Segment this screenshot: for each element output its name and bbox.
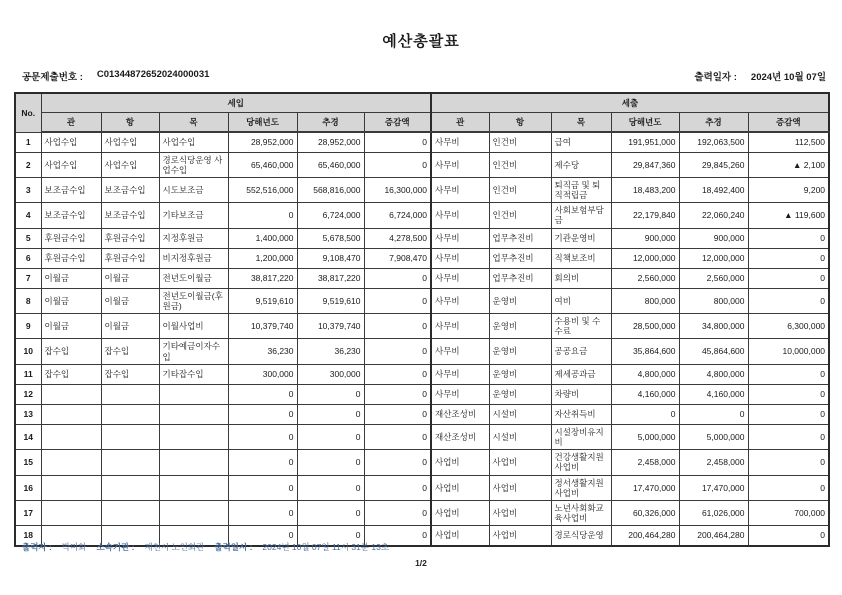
expense-current-cell: 0 bbox=[611, 404, 679, 424]
expense-mok-cell: 노년사회화교육사업비 bbox=[551, 500, 611, 525]
revenue-supplement-cell: 36,230 bbox=[297, 339, 364, 364]
row-number-cell: 1 bbox=[15, 132, 41, 152]
revenue-current-cell: 38,817,220 bbox=[228, 268, 297, 288]
org-label: 소속기관 : bbox=[96, 542, 135, 552]
expense-gwan-cell: 사업비 bbox=[431, 526, 489, 546]
expense-current-year-header: 당해년도 bbox=[611, 113, 679, 133]
expense-gwan-cell: 사무비 bbox=[431, 288, 489, 313]
table-row bbox=[15, 248, 829, 268]
expense-supplement-cell: 29,845,260 bbox=[679, 152, 748, 177]
revenue-current-cell: 65,460,000 bbox=[228, 152, 297, 177]
row-number-cell: 12 bbox=[15, 384, 41, 404]
revenue-change-cell: 0 bbox=[364, 339, 431, 364]
expense-change-cell: 112,500 bbox=[748, 132, 829, 152]
revenue-supplement-cell: 6,724,000 bbox=[297, 203, 364, 228]
expense-change-cell: 0 bbox=[748, 364, 829, 384]
revenue-current-cell: 0 bbox=[228, 424, 297, 449]
revenue-mok-cell: 전년도이월금(후원금) bbox=[159, 288, 228, 313]
expense-change-cell: 0 bbox=[748, 288, 829, 313]
revenue-current-year-header: 당해년도 bbox=[228, 113, 297, 133]
expense-mok-cell: 건강생활지원사업비 bbox=[551, 450, 611, 475]
org-name: 제천시 노인회관 bbox=[144, 542, 205, 552]
expense-change-cell: 9,200 bbox=[748, 177, 829, 202]
expense-hang-cell: 업무추진비 bbox=[489, 228, 551, 248]
revenue-change-cell: 16,300,000 bbox=[364, 177, 431, 202]
revenue-mok-cell: 기타잡수입 bbox=[159, 364, 228, 384]
table-row bbox=[15, 228, 829, 248]
expense-hang-cell: 인건비 bbox=[489, 132, 551, 152]
expense-supplement-cell: 5,000,000 bbox=[679, 424, 748, 449]
expense-current-cell: 12,000,000 bbox=[611, 248, 679, 268]
expense-current-cell: 35,864,600 bbox=[611, 339, 679, 364]
page-title: 예산총괄표 bbox=[382, 33, 460, 50]
table-row bbox=[15, 268, 829, 288]
expense-current-cell: 4,800,000 bbox=[611, 364, 679, 384]
revenue-mok-cell: 사업수입 bbox=[159, 132, 228, 152]
revenue-mok-cell bbox=[159, 404, 228, 424]
revenue-current-cell: 0 bbox=[228, 384, 297, 404]
header-columns-row bbox=[15, 113, 829, 133]
revenue-change-cell: 0 bbox=[364, 424, 431, 449]
revenue-change-cell: 0 bbox=[364, 526, 431, 546]
expense-change-cell: 0 bbox=[748, 228, 829, 248]
expense-supplement-cell: 2,560,000 bbox=[679, 268, 748, 288]
expense-gwan-cell: 사무비 bbox=[431, 268, 489, 288]
revenue-gwan-cell: 이월금 bbox=[41, 288, 101, 313]
revenue-gwan-cell: 이월금 bbox=[41, 314, 101, 339]
revenue-gwan-cell bbox=[41, 450, 101, 475]
expense-change-cell: 0 bbox=[748, 384, 829, 404]
expense-current-cell: 60,326,000 bbox=[611, 500, 679, 525]
table-row bbox=[15, 314, 829, 339]
printer-label: 출력자 : bbox=[22, 542, 52, 552]
revenue-gwan-cell: 이월금 bbox=[41, 268, 101, 288]
revenue-change-cell: 0 bbox=[364, 132, 431, 152]
revenue-current-cell: 10,379,740 bbox=[228, 314, 297, 339]
expense-change-cell: ▲ 2,100 bbox=[748, 152, 829, 177]
expense-hang-cell: 업무추진비 bbox=[489, 268, 551, 288]
revenue-change-cell: 0 bbox=[364, 288, 431, 313]
revenue-current-cell: 36,230 bbox=[228, 339, 297, 364]
expense-gwan-cell: 사무비 bbox=[431, 203, 489, 228]
revenue-mok-cell: 기타예금이자수입 bbox=[159, 339, 228, 364]
revenue-gwan-cell: 보조금수입 bbox=[41, 203, 101, 228]
revenue-mok-cell bbox=[159, 500, 228, 525]
row-number-cell: 3 bbox=[15, 177, 41, 202]
expense-hang-cell: 운영비 bbox=[489, 314, 551, 339]
table-row bbox=[15, 384, 829, 404]
expense-hang-cell: 운영비 bbox=[489, 288, 551, 313]
expense-gwan-cell: 사업비 bbox=[431, 450, 489, 475]
expense-supplement-cell: 45,864,600 bbox=[679, 339, 748, 364]
row-number-cell: 2 bbox=[15, 152, 41, 177]
expense-supplement-cell: 900,000 bbox=[679, 228, 748, 248]
expense-hang-cell: 시설비 bbox=[489, 404, 551, 424]
revenue-hang-cell bbox=[101, 450, 159, 475]
revenue-hang-cell bbox=[101, 384, 159, 404]
revenue-gwan-header: 관 bbox=[41, 113, 101, 133]
revenue-hang-cell: 잡수입 bbox=[101, 339, 159, 364]
revenue-supplement-cell: 300,000 bbox=[297, 364, 364, 384]
expense-mok-cell: 자산취득비 bbox=[551, 404, 611, 424]
revenue-mok-cell: 지정후원금 bbox=[159, 228, 228, 248]
expense-supplement-cell: 4,160,000 bbox=[679, 384, 748, 404]
print-date-pair bbox=[694, 69, 826, 83]
expense-mok-cell: 시설장비유지비 bbox=[551, 424, 611, 449]
revenue-mok-cell: 경로식당운영 사업수입 bbox=[159, 152, 228, 177]
revenue-mok-cell: 시도보조금 bbox=[159, 177, 228, 202]
expense-hang-cell: 사업비 bbox=[489, 475, 551, 500]
expense-gwan-cell: 사무비 bbox=[431, 248, 489, 268]
revenue-hang-cell: 후원금수입 bbox=[101, 248, 159, 268]
revenue-hang-header: 항 bbox=[101, 113, 159, 133]
revenue-gwan-cell: 잡수입 bbox=[41, 364, 101, 384]
expense-mok-cell: 사회보험부담금 bbox=[551, 203, 611, 228]
expense-change-cell: 0 bbox=[748, 268, 829, 288]
expense-current-cell: 4,160,000 bbox=[611, 384, 679, 404]
revenue-hang-cell: 이월금 bbox=[101, 288, 159, 313]
revenue-change-cell: 0 bbox=[364, 475, 431, 500]
revenue-gwan-cell: 후원금수입 bbox=[41, 248, 101, 268]
revenue-gwan-cell: 보조금수입 bbox=[41, 177, 101, 202]
revenue-mok-cell bbox=[159, 450, 228, 475]
row-number-cell: 18 bbox=[15, 526, 41, 546]
expense-supplement-cell: 2,458,000 bbox=[679, 450, 748, 475]
revenue-hang-cell: 보조금수입 bbox=[101, 177, 159, 202]
revenue-hang-cell: 이월금 bbox=[101, 314, 159, 339]
revenue-mok-cell bbox=[159, 424, 228, 449]
expense-gwan-cell: 사무비 bbox=[431, 339, 489, 364]
table-row bbox=[15, 177, 829, 202]
revenue-current-cell: 1,200,000 bbox=[228, 248, 297, 268]
revenue-hang-cell: 보조금수입 bbox=[101, 203, 159, 228]
table-row bbox=[15, 152, 829, 177]
expense-hang-cell: 운영비 bbox=[489, 364, 551, 384]
revenue-mok-cell: 기타보조금 bbox=[159, 203, 228, 228]
expense-hang-header: 항 bbox=[489, 113, 551, 133]
revenue-supplement-cell: 0 bbox=[297, 384, 364, 404]
expense-mok-cell: 직책보조비 bbox=[551, 248, 611, 268]
expense-hang-cell: 사업비 bbox=[489, 526, 551, 546]
revenue-current-cell: 0 bbox=[228, 526, 297, 546]
expense-hang-cell: 사업비 bbox=[489, 450, 551, 475]
expense-mok-cell: 기관운영비 bbox=[551, 228, 611, 248]
revenue-group-header: 세입 bbox=[41, 93, 431, 113]
revenue-hang-cell: 이월금 bbox=[101, 268, 159, 288]
row-number-cell: 6 bbox=[15, 248, 41, 268]
expense-mok-cell: 공공요금 bbox=[551, 339, 611, 364]
expense-current-cell: 900,000 bbox=[611, 228, 679, 248]
revenue-change-cell: 0 bbox=[364, 152, 431, 177]
revenue-current-cell: 28,952,000 bbox=[228, 132, 297, 152]
revenue-gwan-cell bbox=[41, 384, 101, 404]
row-number-cell: 14 bbox=[15, 424, 41, 449]
revenue-gwan-cell bbox=[41, 424, 101, 449]
expense-hang-cell: 운영비 bbox=[489, 384, 551, 404]
expense-hang-cell: 업무추진비 bbox=[489, 248, 551, 268]
expense-gwan-header: 관 bbox=[431, 113, 489, 133]
no-column-header: No. bbox=[15, 93, 41, 132]
revenue-supplement-cell: 28,952,000 bbox=[297, 132, 364, 152]
row-number-cell: 8 bbox=[15, 288, 41, 313]
printed-at-label: 출력일시 : bbox=[214, 542, 253, 552]
expense-gwan-cell: 사무비 bbox=[431, 132, 489, 152]
revenue-change-cell: 4,278,500 bbox=[364, 228, 431, 248]
table-row bbox=[15, 500, 829, 525]
expense-current-cell: 2,560,000 bbox=[611, 268, 679, 288]
revenue-hang-cell: 사업수입 bbox=[101, 132, 159, 152]
expense-supplement-header: 추경 bbox=[679, 113, 748, 133]
expense-supplement-cell: 18,492,400 bbox=[679, 177, 748, 202]
expense-gwan-cell: 재산조성비 bbox=[431, 404, 489, 424]
revenue-current-cell: 300,000 bbox=[228, 364, 297, 384]
revenue-mok-cell: 전년도이월금 bbox=[159, 268, 228, 288]
expense-change-header: 증감액 bbox=[748, 113, 829, 133]
expense-current-cell: 29,847,360 bbox=[611, 152, 679, 177]
expense-supplement-cell: 34,800,000 bbox=[679, 314, 748, 339]
expense-gwan-cell: 사무비 bbox=[431, 228, 489, 248]
revenue-mok-header: 목 bbox=[159, 113, 228, 133]
revenue-hang-cell: 잡수입 bbox=[101, 364, 159, 384]
expense-gwan-cell: 사업비 bbox=[431, 475, 489, 500]
doc-number-pair bbox=[22, 69, 209, 83]
expense-change-cell: 0 bbox=[748, 450, 829, 475]
row-number-cell: 13 bbox=[15, 404, 41, 424]
revenue-change-header: 증감액 bbox=[364, 113, 431, 133]
revenue-change-cell: 0 bbox=[364, 500, 431, 525]
revenue-change-cell: 6,724,000 bbox=[364, 203, 431, 228]
revenue-gwan-cell bbox=[41, 404, 101, 424]
table-row bbox=[15, 404, 829, 424]
revenue-supplement-cell: 0 bbox=[297, 475, 364, 500]
revenue-change-cell: 0 bbox=[364, 268, 431, 288]
revenue-mok-cell: 이월사업비 bbox=[159, 314, 228, 339]
table-row bbox=[15, 203, 829, 228]
expense-hang-cell: 사업비 bbox=[489, 500, 551, 525]
expense-gwan-cell: 사무비 bbox=[431, 152, 489, 177]
expense-mok-cell: 차량비 bbox=[551, 384, 611, 404]
row-number-cell: 17 bbox=[15, 500, 41, 525]
expense-change-cell: 0 bbox=[748, 475, 829, 500]
expense-current-cell: 200,464,280 bbox=[611, 526, 679, 546]
doc-number-label: 공문제출번호 : bbox=[22, 72, 83, 83]
expense-mok-cell: 회의비 bbox=[551, 268, 611, 288]
expense-mok-cell: 여비 bbox=[551, 288, 611, 313]
revenue-change-cell: 7,908,470 bbox=[364, 248, 431, 268]
revenue-current-cell: 0 bbox=[228, 404, 297, 424]
expense-current-cell: 28,500,000 bbox=[611, 314, 679, 339]
expense-gwan-cell: 사무비 bbox=[431, 364, 489, 384]
revenue-supplement-cell: 0 bbox=[297, 404, 364, 424]
row-number-cell: 4 bbox=[15, 203, 41, 228]
revenue-current-cell: 9,519,610 bbox=[228, 288, 297, 313]
revenue-supplement-cell: 0 bbox=[297, 424, 364, 449]
expense-change-cell: 0 bbox=[748, 526, 829, 546]
expense-group-header: 세출 bbox=[431, 93, 829, 113]
expense-supplement-cell: 800,000 bbox=[679, 288, 748, 313]
revenue-change-cell: 0 bbox=[364, 450, 431, 475]
meta-row bbox=[22, 69, 826, 83]
expense-change-cell: 700,000 bbox=[748, 500, 829, 525]
expense-current-cell: 800,000 bbox=[611, 288, 679, 313]
budget-table-body bbox=[15, 132, 829, 546]
budget-summary-table bbox=[14, 92, 830, 547]
expense-gwan-cell: 사업비 bbox=[431, 500, 489, 525]
expense-current-cell: 17,470,000 bbox=[611, 475, 679, 500]
revenue-supplement-cell: 0 bbox=[297, 450, 364, 475]
row-number-cell: 7 bbox=[15, 268, 41, 288]
row-number-cell: 16 bbox=[15, 475, 41, 500]
revenue-gwan-cell bbox=[41, 500, 101, 525]
expense-supplement-cell: 200,464,280 bbox=[679, 526, 748, 546]
expense-supplement-cell: 22,060,240 bbox=[679, 203, 748, 228]
row-number-cell: 5 bbox=[15, 228, 41, 248]
expense-mok-cell: 수용비 및 수수료 bbox=[551, 314, 611, 339]
revenue-supplement-header: 추경 bbox=[297, 113, 364, 133]
revenue-hang-cell bbox=[101, 424, 159, 449]
revenue-current-cell: 0 bbox=[228, 450, 297, 475]
expense-mok-header: 목 bbox=[551, 113, 611, 133]
revenue-current-cell: 0 bbox=[228, 500, 297, 525]
print-date-value: 2024년 10월 07일 bbox=[750, 72, 826, 83]
row-number-cell: 9 bbox=[15, 314, 41, 339]
expense-current-cell: 18,483,200 bbox=[611, 177, 679, 202]
revenue-change-cell: 0 bbox=[364, 364, 431, 384]
expense-mok-cell: 퇴직금 및 퇴직적립금 bbox=[551, 177, 611, 202]
expense-supplement-cell: 0 bbox=[679, 404, 748, 424]
expense-mok-cell: 경로식당운영 bbox=[551, 526, 611, 546]
doc-number-value: C01344872652024000031 bbox=[96, 69, 210, 80]
revenue-hang-cell: 후원금수입 bbox=[101, 228, 159, 248]
table-row bbox=[15, 288, 829, 313]
expense-change-cell: 0 bbox=[748, 248, 829, 268]
expense-hang-cell: 시설비 bbox=[489, 424, 551, 449]
revenue-hang-cell: 사업수입 bbox=[101, 152, 159, 177]
expense-change-cell: 10,000,000 bbox=[748, 339, 829, 364]
expense-supplement-cell: 12,000,000 bbox=[679, 248, 748, 268]
table-row bbox=[15, 132, 829, 152]
page-number: 1/2 bbox=[415, 558, 427, 568]
expense-gwan-cell: 사무비 bbox=[431, 314, 489, 339]
expense-change-cell: ▲ 119,600 bbox=[748, 203, 829, 228]
expense-mok-cell: 제수당 bbox=[551, 152, 611, 177]
expense-hang-cell: 운영비 bbox=[489, 339, 551, 364]
revenue-current-cell: 552,516,000 bbox=[228, 177, 297, 202]
revenue-supplement-cell: 568,816,000 bbox=[297, 177, 364, 202]
expense-mok-cell: 제세공과금 bbox=[551, 364, 611, 384]
printed-at-value: 2024년 10월 07일 11시 31분 13초 bbox=[262, 542, 390, 552]
expense-mok-cell: 정서생활지원사업비 bbox=[551, 475, 611, 500]
expense-current-cell: 22,179,840 bbox=[611, 203, 679, 228]
revenue-mok-cell bbox=[159, 475, 228, 500]
table-row bbox=[15, 475, 829, 500]
revenue-supplement-cell: 10,379,740 bbox=[297, 314, 364, 339]
expense-change-cell: 0 bbox=[748, 424, 829, 449]
expense-gwan-cell: 사무비 bbox=[431, 384, 489, 404]
revenue-mok-cell bbox=[159, 384, 228, 404]
revenue-hang-cell bbox=[101, 475, 159, 500]
expense-hang-cell: 인건비 bbox=[489, 203, 551, 228]
revenue-supplement-cell: 65,460,000 bbox=[297, 152, 364, 177]
revenue-current-cell: 1,400,000 bbox=[228, 228, 297, 248]
expense-supplement-cell: 192,063,500 bbox=[679, 132, 748, 152]
expense-current-cell: 5,000,000 bbox=[611, 424, 679, 449]
expense-current-cell: 191,951,000 bbox=[611, 132, 679, 152]
expense-current-cell: 2,458,000 bbox=[611, 450, 679, 475]
expense-mok-cell: 급여 bbox=[551, 132, 611, 152]
revenue-change-cell: 0 bbox=[364, 404, 431, 424]
revenue-supplement-cell: 9,108,470 bbox=[297, 248, 364, 268]
print-footer bbox=[22, 541, 389, 553]
expense-change-cell: 0 bbox=[748, 404, 829, 424]
revenue-gwan-cell: 사업수입 bbox=[41, 132, 101, 152]
revenue-gwan-cell: 후원금수입 bbox=[41, 228, 101, 248]
expense-gwan-cell: 사무비 bbox=[431, 177, 489, 202]
print-date-label: 출력일자 : bbox=[694, 72, 737, 83]
revenue-supplement-cell: 5,678,500 bbox=[297, 228, 364, 248]
revenue-supplement-cell: 9,519,610 bbox=[297, 288, 364, 313]
revenue-current-cell: 0 bbox=[228, 203, 297, 228]
revenue-supplement-cell: 38,817,220 bbox=[297, 268, 364, 288]
row-number-cell: 11 bbox=[15, 364, 41, 384]
expense-hang-cell: 인건비 bbox=[489, 177, 551, 202]
revenue-hang-cell bbox=[101, 500, 159, 525]
expense-supplement-cell: 4,800,000 bbox=[679, 364, 748, 384]
header-group-row bbox=[15, 93, 829, 113]
row-number-cell: 15 bbox=[15, 450, 41, 475]
expense-hang-cell: 인건비 bbox=[489, 152, 551, 177]
table-row bbox=[15, 424, 829, 449]
expense-gwan-cell: 재산조성비 bbox=[431, 424, 489, 449]
table-row bbox=[15, 364, 829, 384]
revenue-supplement-cell: 0 bbox=[297, 500, 364, 525]
table-row bbox=[15, 450, 829, 475]
revenue-hang-cell bbox=[101, 404, 159, 424]
printer-name: 박미화 bbox=[61, 542, 87, 552]
row-number-cell: 10 bbox=[15, 339, 41, 364]
revenue-supplement-cell: 0 bbox=[297, 526, 364, 546]
table-row bbox=[15, 339, 829, 364]
revenue-current-cell: 0 bbox=[228, 475, 297, 500]
revenue-gwan-cell: 잡수입 bbox=[41, 339, 101, 364]
expense-supplement-cell: 17,470,000 bbox=[679, 475, 748, 500]
expense-supplement-cell: 61,026,000 bbox=[679, 500, 748, 525]
revenue-change-cell: 0 bbox=[364, 314, 431, 339]
revenue-gwan-cell: 사업수입 bbox=[41, 152, 101, 177]
revenue-change-cell: 0 bbox=[364, 384, 431, 404]
expense-change-cell: 6,300,000 bbox=[748, 314, 829, 339]
revenue-gwan-cell bbox=[41, 475, 101, 500]
revenue-mok-cell: 비지정후원금 bbox=[159, 248, 228, 268]
